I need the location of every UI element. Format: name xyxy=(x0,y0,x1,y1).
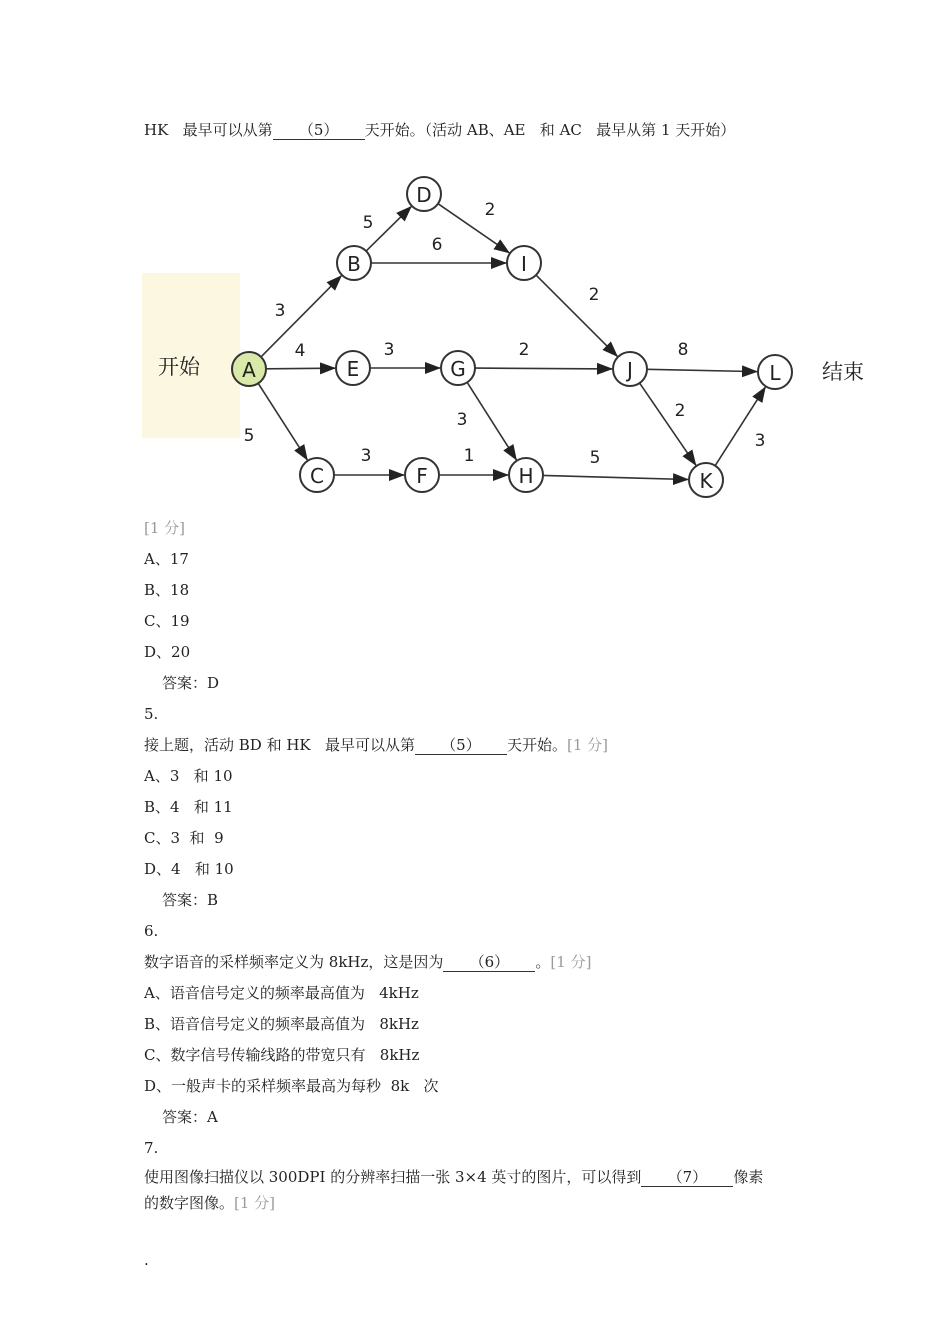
q4-stem-prefix: HK 最早可以从第 xyxy=(144,121,273,139)
edge-weight-g-j: 2 xyxy=(518,340,530,360)
node-label: J xyxy=(627,358,633,382)
q5-option-c[interactable]: C、3 和 9 xyxy=(144,829,224,847)
q7-stem-line2-text: 的数字图像。 xyxy=(144,1194,235,1212)
q5-number: 5. xyxy=(144,705,159,723)
network-diagram xyxy=(142,168,864,508)
node-g xyxy=(441,351,475,385)
q4-stem xyxy=(144,120,735,140)
q7-score: [1 分] xyxy=(234,1194,276,1212)
node-e xyxy=(336,351,370,385)
node-label: A xyxy=(242,358,256,382)
q6-option-b[interactable]: B、语音信号定义的频率最高值为 8kHz xyxy=(144,1015,419,1033)
node-label: G xyxy=(450,357,466,381)
q6-score: [1 分] xyxy=(550,953,592,971)
q6-answer: 答案：A xyxy=(162,1108,218,1126)
q5-blank: （5） xyxy=(415,736,507,755)
node-j xyxy=(613,352,647,386)
node-label: B xyxy=(347,252,361,276)
node-label: H xyxy=(518,464,534,488)
edge-weight-b-i: 6 xyxy=(431,235,443,255)
q5-score: [1 分] xyxy=(566,736,608,754)
start-label: 开始 xyxy=(158,355,200,379)
node-b xyxy=(337,246,371,280)
edge-line xyxy=(266,368,335,369)
edge-line xyxy=(647,369,757,371)
edge-line xyxy=(438,204,509,253)
edge-line xyxy=(467,382,516,459)
edge-weight-b-d: 5 xyxy=(362,213,374,233)
q5-option-b[interactable]: B、4 和 11 xyxy=(144,798,233,816)
edge-j-l xyxy=(647,369,757,371)
edge-d-i xyxy=(438,204,509,253)
edge-line xyxy=(640,383,696,465)
edge-a-e xyxy=(266,368,335,369)
node-label: I xyxy=(521,252,527,276)
edge-k-l xyxy=(715,387,765,466)
edge-g-h xyxy=(467,382,516,459)
node-label: D xyxy=(416,183,432,207)
q4-answer: 答案：D xyxy=(162,674,220,692)
q6-number: 6. xyxy=(144,922,159,940)
node-label: E xyxy=(346,357,360,381)
q5-stem xyxy=(144,735,608,755)
node-a xyxy=(232,352,266,386)
node-label: L xyxy=(769,361,781,385)
q4-option-d[interactable]: D、20 xyxy=(144,643,191,661)
node-i xyxy=(507,246,541,280)
q6-stem-prefix: 数字语音的采样频率定义为 8kHz，这是因为 xyxy=(144,953,444,971)
q6-stem-suffix: 。 xyxy=(535,953,551,971)
edge-a-c xyxy=(258,383,307,460)
edge-weight-f-h: 1 xyxy=(463,446,475,466)
node-label: C xyxy=(310,464,324,488)
edge-h-k xyxy=(543,475,688,479)
node-c xyxy=(300,458,334,492)
q5-option-a[interactable]: A、3 和 10 xyxy=(144,767,233,785)
node-label: F xyxy=(416,464,428,488)
q4-score: [1 分] xyxy=(144,519,186,537)
q6-blank: （6） xyxy=(443,953,535,972)
q6-option-d[interactable]: D、一般声卡的采样频率最高为每秒 8k 次 xyxy=(144,1077,439,1095)
edge-weight-a-c: 5 xyxy=(243,426,255,446)
q5-stem-prefix: 接上题，活动 BD 和 HK 最早可以从第 xyxy=(144,736,415,754)
edge-line xyxy=(258,383,307,460)
edge-j-k xyxy=(640,383,696,465)
q6-option-c[interactable]: C、数字信号传输线路的带宽只有 8kHz xyxy=(144,1046,420,1064)
q7-stem-prefix: 使用图像扫描仪以 300DPI 的分辨率扫描一张 3×4 英寸的图片，可以得到 xyxy=(144,1168,642,1186)
edge-weight-h-k: 5 xyxy=(589,448,601,468)
end-label: 结束 xyxy=(822,360,864,384)
edge-line xyxy=(536,275,617,356)
q6-option-a[interactable]: A、语音信号定义的频率最高值为 4kHz xyxy=(144,984,419,1002)
edge-weight-g-h: 3 xyxy=(456,410,468,430)
q4-option-a[interactable]: A、17 xyxy=(144,550,189,568)
q4-blank: （5） xyxy=(273,121,365,140)
edge-weight-i-j: 2 xyxy=(588,285,600,305)
q7-stem xyxy=(144,1167,763,1187)
q4-option-b[interactable]: B、18 xyxy=(144,581,190,599)
edge-weight-a-e: 4 xyxy=(294,341,306,361)
q6-stem xyxy=(144,952,591,972)
edge-weight-k-l: 3 xyxy=(754,431,766,451)
edge-line xyxy=(475,368,612,369)
node-d xyxy=(407,177,441,211)
node-label: K xyxy=(699,469,713,493)
q7-number: 7. xyxy=(144,1139,159,1157)
q7-stem-line2 xyxy=(144,1193,275,1213)
edge-weight-c-f: 3 xyxy=(360,446,372,466)
edge-line xyxy=(715,387,765,466)
node-l xyxy=(758,355,792,389)
edge-weight-a-b: 3 xyxy=(274,301,286,321)
q7-stem-suffix: 像素 xyxy=(733,1168,764,1186)
q7-blank: （7） xyxy=(641,1168,733,1187)
q5-answer: 答案：B xyxy=(162,891,219,909)
node-k xyxy=(689,463,723,497)
edge-weight-j-k: 2 xyxy=(674,401,686,421)
q5-option-d[interactable]: D、4 和 10 xyxy=(144,860,234,878)
q4-stem-suffix: 天开始。（活动 AB、AE 和 AC 最早从第 1 天开始） xyxy=(364,121,736,139)
edge-g-j xyxy=(475,368,612,369)
edge-weight-e-g: 3 xyxy=(383,340,395,360)
node-f xyxy=(405,458,439,492)
q4-option-c[interactable]: C、19 xyxy=(144,612,190,630)
footer-mark: . xyxy=(144,1251,149,1269)
edge-line xyxy=(543,475,688,479)
edge-i-j xyxy=(536,275,617,356)
edge-weight-d-i: 2 xyxy=(484,200,496,220)
q5-stem-suffix: 天开始。 xyxy=(506,736,567,754)
node-h xyxy=(509,458,543,492)
edge-weight-j-l: 8 xyxy=(677,340,689,360)
